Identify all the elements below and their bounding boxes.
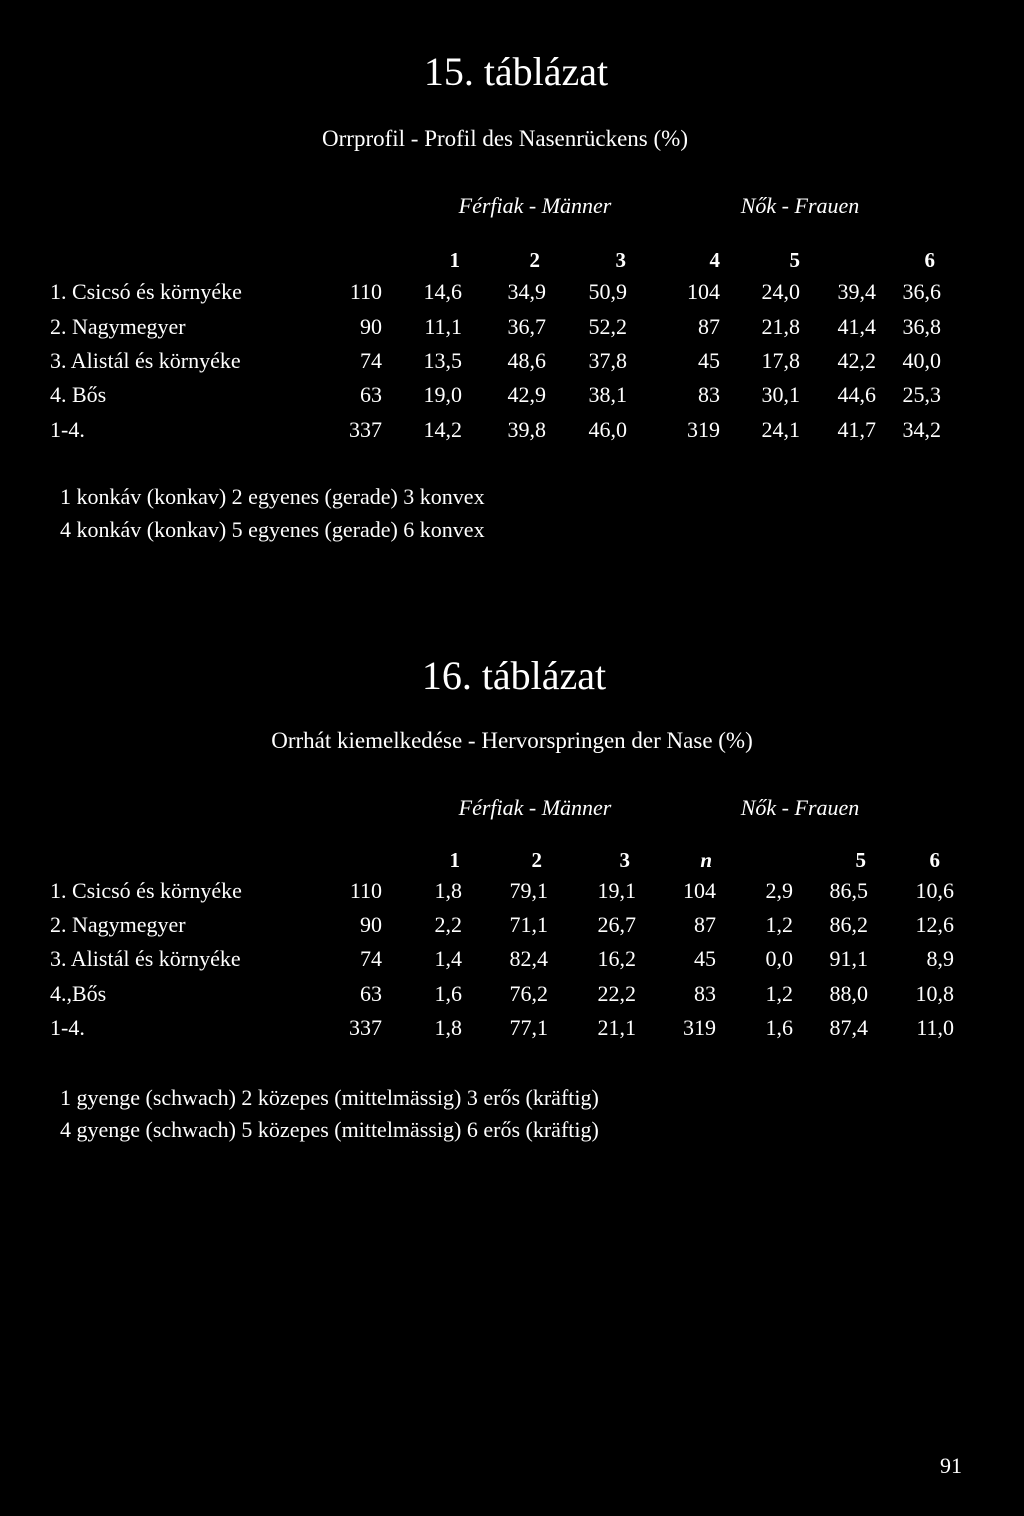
n-women: 319 [687, 417, 720, 442]
table-16-col-6: 6 [929, 848, 940, 872]
value-cell: 77,1 [509, 1015, 548, 1040]
value-cell: 79,1 [509, 878, 548, 903]
n-women: 83 [694, 981, 716, 1006]
value-cell: 39,4 [837, 279, 876, 304]
value-cell: 46,0 [588, 417, 627, 442]
table-16-col-2: 2 [531, 848, 542, 872]
value-cell: 1,6 [765, 1015, 793, 1040]
table-15-title: 15. táblázat [423, 49, 609, 94]
value-cell: 13,5 [423, 348, 462, 373]
n-men: 74 [360, 348, 382, 373]
page-number: 91 [940, 1453, 962, 1478]
value-cell: 1,2 [765, 912, 793, 937]
n-women: 87 [698, 314, 720, 339]
row-label: 2. Nagymegyer [50, 314, 186, 339]
row-label: 1-4. [50, 417, 85, 442]
n-men: 110 [349, 878, 382, 903]
value-cell: 82,4 [509, 946, 548, 971]
value-cell: 1,8 [434, 1015, 462, 1040]
value-cell: 19,0 [423, 382, 462, 407]
value-cell: 19,1 [597, 878, 636, 903]
value-cell: 76,2 [509, 981, 548, 1006]
n-women: 104 [687, 279, 720, 304]
row-label: 1. Csicsó és környéke [50, 279, 242, 304]
value-cell: 14,6 [423, 279, 462, 304]
value-cell: 25,3 [902, 382, 941, 407]
value-cell: 41,7 [837, 417, 876, 442]
value-cell: 40,0 [902, 348, 941, 373]
value-cell: 1,8 [434, 878, 462, 903]
value-cell: 11,1 [424, 314, 462, 339]
value-cell: 36,7 [507, 314, 546, 339]
value-cell: 1,4 [434, 946, 462, 971]
n-women: 45 [698, 348, 720, 373]
table-16-men-header: Férfiak - Männer [458, 795, 612, 820]
n-men: 337 [349, 1015, 382, 1040]
value-cell: 34,9 [507, 279, 546, 304]
row-label: 1. Csicsó és környéke [50, 878, 242, 903]
value-cell: 36,8 [902, 314, 941, 339]
table-15-col-4: 4 [709, 248, 720, 272]
table-16-legend-line: 1 gyenge (schwach) 2 közepes (mittelmässig) 3 erős (kräftig) [60, 1085, 599, 1110]
table-15-col-5: 5 [789, 248, 800, 272]
table-15-women-header: Nők - Frauen [740, 193, 860, 218]
row-label: 4.,Bős [50, 981, 107, 1006]
table-16-title: 16. táblázat [421, 653, 607, 698]
value-cell: 21,8 [761, 314, 800, 339]
value-cell: 50,9 [588, 279, 627, 304]
n-women: 319 [683, 1015, 716, 1040]
value-cell: 42,2 [837, 348, 876, 373]
value-cell: 36,6 [902, 279, 941, 304]
value-cell: 86,2 [829, 912, 868, 937]
value-cell: 10,6 [915, 878, 954, 903]
table-15-col-3: 3 [615, 248, 626, 272]
value-cell: 48,6 [507, 348, 546, 373]
value-cell: 21,1 [597, 1015, 636, 1040]
value-cell: 91,1 [829, 946, 868, 971]
row-label: 3. Alistál és környéke [50, 946, 241, 971]
value-cell: 22,2 [597, 981, 636, 1006]
value-cell: 26,7 [597, 912, 636, 937]
table-15-col-6: 6 [924, 248, 935, 272]
table-15-col-2: 2 [529, 248, 540, 272]
value-cell: 24,0 [761, 279, 800, 304]
value-cell: 17,8 [761, 348, 800, 373]
value-cell: 2,9 [765, 878, 793, 903]
n-men: 63 [360, 981, 382, 1006]
n-women: 87 [694, 912, 716, 937]
value-cell: 11,0 [916, 1015, 954, 1040]
value-cell: 41,4 [837, 314, 876, 339]
row-label: 4. Bős [50, 382, 107, 407]
row-label: 1-4. [50, 1015, 85, 1040]
value-cell: 0,0 [765, 946, 793, 971]
value-cell: 38,1 [588, 382, 627, 407]
n-men: 63 [360, 382, 382, 407]
table-15-col-1: 1 [449, 248, 460, 272]
table-15-subtitle: Orrprofil - Profil des Nasenrückens (%) [322, 126, 688, 151]
value-cell: 39,8 [507, 417, 546, 442]
value-cell: 1,6 [434, 981, 462, 1006]
table-15-men-header: Férfiak - Männer [458, 193, 612, 218]
n-men: 74 [360, 946, 382, 971]
value-cell: 86,5 [829, 878, 868, 903]
table-15-legend-line: 4 konkáv (konkav) 5 egyenes (gerade) 6 konvex [60, 517, 485, 542]
value-cell: 24,1 [761, 417, 800, 442]
table-16-col-5: 5 [855, 848, 866, 872]
value-cell: 30,1 [761, 382, 800, 407]
n-men: 90 [360, 314, 382, 339]
table-16-subtitle: Orrhát kiemelkedése - Hervorspringen der Nase (%) [271, 728, 753, 753]
value-cell: 8,9 [926, 946, 954, 971]
n-men: 110 [349, 279, 382, 304]
value-cell: 34,2 [902, 417, 941, 442]
value-cell: 12,6 [915, 912, 954, 937]
value-cell: 87,4 [829, 1015, 868, 1040]
value-cell: 10,8 [915, 981, 954, 1006]
n-women: 104 [683, 878, 716, 903]
table-16-col-4: n [700, 848, 712, 872]
table-16-col-3: 3 [619, 848, 630, 872]
n-men: 337 [349, 417, 382, 442]
row-label: 3. Alistál és környéke [50, 348, 241, 373]
table-16-legend-line: 4 gyenge (schwach) 5 közepes (mittelmässig) 6 erős (kräftig) [60, 1117, 599, 1142]
value-cell: 16,2 [597, 946, 636, 971]
n-women: 83 [698, 382, 720, 407]
n-women: 45 [694, 946, 716, 971]
value-cell: 1,2 [765, 981, 793, 1006]
value-cell: 44,6 [837, 382, 876, 407]
value-cell: 88,0 [829, 981, 868, 1006]
value-cell: 37,8 [588, 348, 627, 373]
table-16-women-header: Nők - Frauen [740, 795, 860, 820]
row-label: 2. Nagymegyer [50, 912, 186, 937]
value-cell: 2,2 [434, 912, 462, 937]
n-men: 90 [360, 912, 382, 937]
value-cell: 42,9 [507, 382, 546, 407]
value-cell: 71,1 [509, 912, 548, 937]
table-16-col-1: 1 [449, 848, 460, 872]
value-cell: 14,2 [423, 417, 462, 442]
value-cell: 52,2 [588, 314, 627, 339]
table-15-legend-line: 1 konkáv (konkav) 2 egyenes (gerade) 3 konvex [60, 484, 485, 509]
